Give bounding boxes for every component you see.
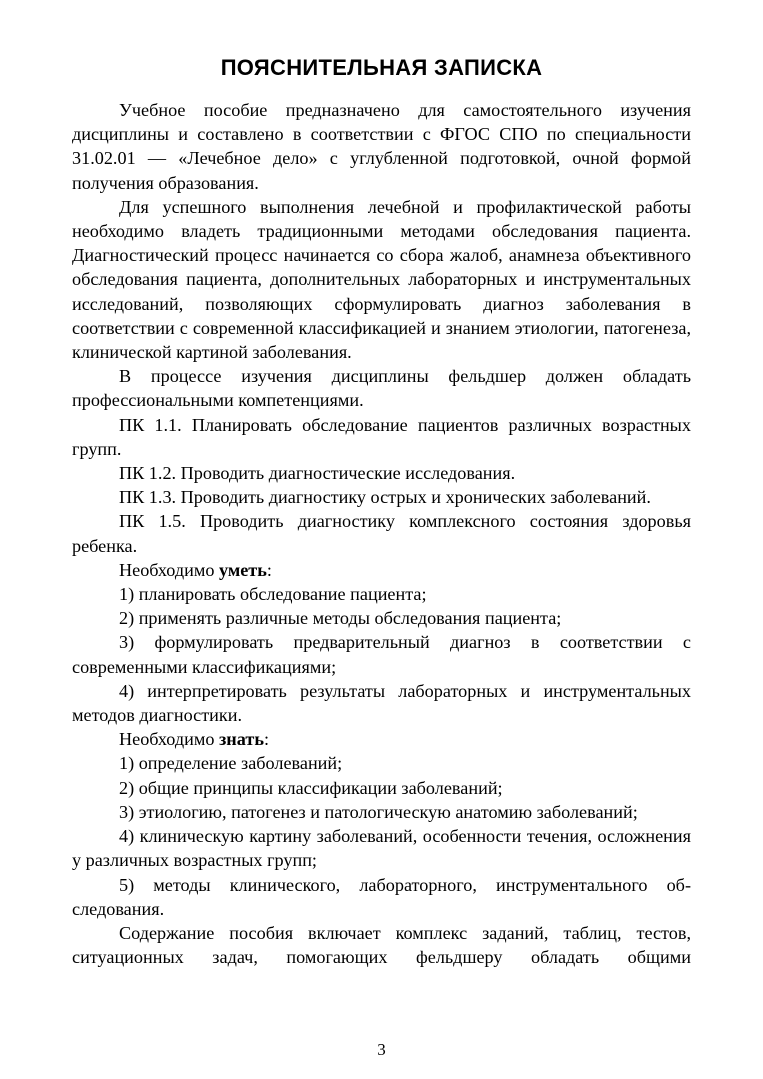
paragraph-intro: Учебное пособие предназначено для самостоятельного изучения дисциплины и составлено в соответствии с ФГОС СПО по специальности 31.02.01 — «Лечебное дело» с углубленной подготовкой, очной формой получения образования. (72, 100, 691, 193)
knowledge-item: 5) методы клинического, лабораторного, инструментального обследования. (72, 874, 691, 919)
page-body (72, 52, 691, 969)
competency-pk-1-3: ПК 1.3. Проводить диагностику острых и хронических заболеваний. (119, 487, 651, 508)
competency-pk-1-1: ПК 1.1. Планировать обследование пациентов различных возрастных групп. (72, 414, 691, 459)
competency-pk-1-2: ПК 1.2. Проводить диагностические исследования. (119, 463, 516, 484)
paragraph-closing: Содержание пособия включает комплекс заданий, таблиц, тестов, ситуационных задач, помогающих фельдшеру обладать общими (72, 922, 691, 968)
knowledge-item: 2) общие принципы классификации заболеваний; (119, 777, 503, 798)
skills-item: 2) применять различные методы обследования пациента; (119, 608, 562, 629)
knowledge-item: 1) определение заболеваний; (119, 753, 343, 774)
paragraph-diagnostics: Для успешного выполнения лечебной и профилактической работы необходимо владеть традиционными методами обследования пациента. Диагностический процесс начинается со сбора жалоб, анамнеза объективного обследования пациента, дополнительных лабораторных и инструментальных исследований, позволяющих сформулировать диагноз заболевания в соответствии с современной классификацией и знанием этиологии, патогенеза, клинической картиной заболевания. (72, 196, 691, 363)
paragraph-competencies: В процессе изучения дисциплины фельдшер должен обладать профессиональными компетенциями. (72, 366, 691, 411)
skills-item: 3) формулировать предварительный диагноз в соответствии с современными классификациями; (72, 632, 691, 677)
skills-heading: Необходимо уметь: (119, 559, 272, 580)
skills-keyword: уметь (218, 559, 267, 580)
page-title: ПОЯСНИТЕЛЬНАЯ ЗАПИСКА (220, 55, 543, 80)
competency-pk-1-5: ПК 1.5. Проводить диагностику комплексного состояния здоровья ребенка. (72, 511, 691, 556)
knowledge-item: 3) этиологию, патогенез и патологическую анатомию заболеваний; (119, 801, 638, 822)
skills-item: 1) планировать обследование пациента; (119, 584, 427, 605)
skills-item: 4) интерпретировать результаты лабораторных и инструментальных методов диагностики. (72, 680, 691, 726)
knowledge-item: 4) клиническую картину заболеваний, особенности течения, осложнения у различных возрастных групп; (72, 826, 691, 871)
knowledge-heading: Необходимо знать: (119, 729, 269, 750)
page-number: 3 (377, 1040, 386, 1059)
knowledge-keyword: знать (218, 729, 264, 750)
